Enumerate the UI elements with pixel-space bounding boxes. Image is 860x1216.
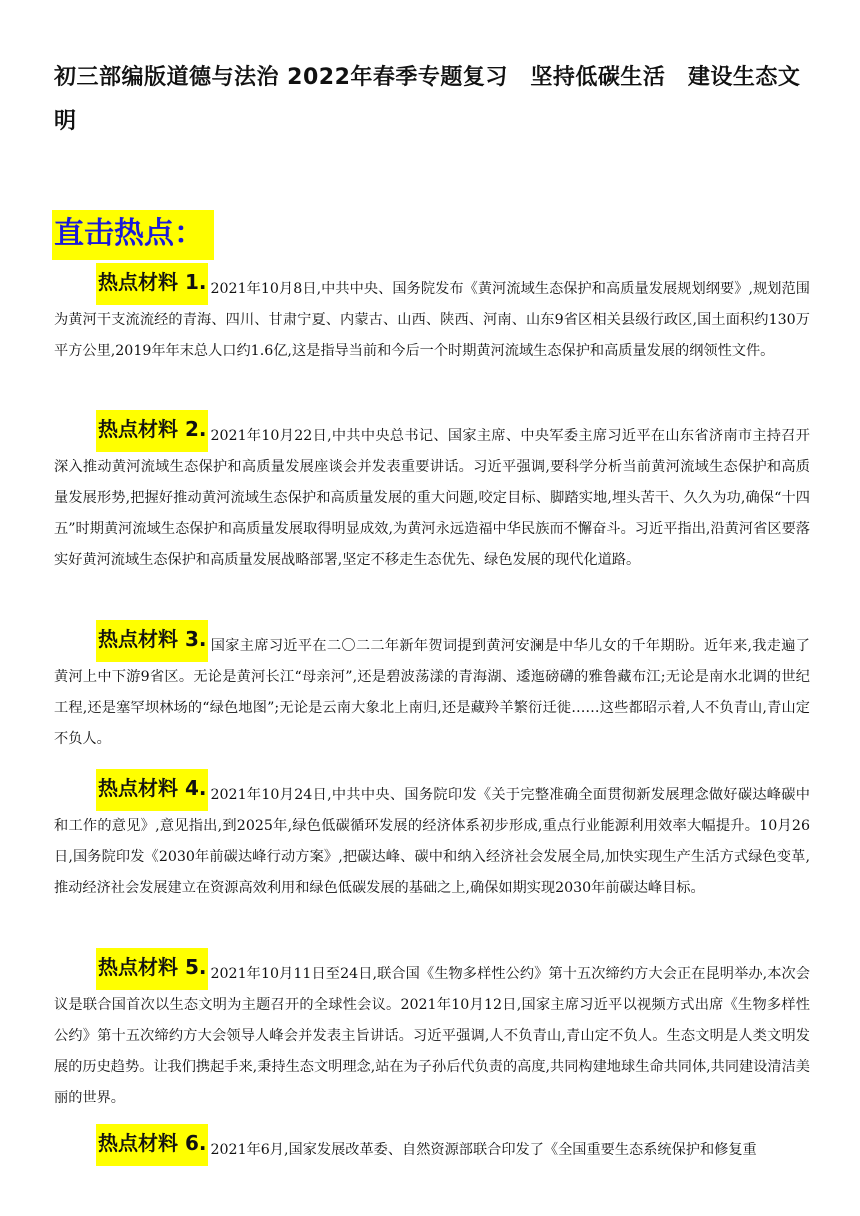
hot-material-1 bbox=[54, 263, 810, 367]
section-heading: 直击热点： bbox=[52, 210, 214, 260]
hot-material-5 bbox=[54, 948, 810, 1114]
material-label: 热点材料 1. bbox=[96, 263, 208, 305]
material-label: 热点材料 4. bbox=[96, 769, 208, 811]
material-text: 国家主席习近平在二〇二二年新年贺词提到黄河安澜是中华儿女的千年期盼。近年来,我走遍了黄河上中下游9省区。无论是黄河长江“母亲河”,还是碧波荡漾的青海湖、逶迤磅礴的雅鲁藏布江;无论是南水北调的世纪工程,还是塞罕坝林场的“绿色地图”;无论是云南大象北上南归,还是藏羚羊繁衍迁徙……这些都昭示着,人不负青山,青山定不负人。 bbox=[54, 638, 810, 747]
material-label: 热点材料 3. bbox=[96, 620, 208, 662]
material-text: 2021年10月24日,中共中央、国务院印发《关于完整准确全面贯彻新发展理念做好碳达峰碳中和工作的意见》,意见指出,到2025年,绿色低碳循环发展的经济体系初步形成,重点行业能源利用效率大幅提升。10月26日,国务院印发《2030年前碳达峰行动方案》,把碳达峰、碳中和纳入经济社会发展全局,加快实现生产生活方式绿色变革,推动经济社会发展建立在资源高效利用和绿色低碳发展的基础之上,确保如期实现2030年前碳达峰目标。 bbox=[54, 787, 810, 896]
material-text: 2021年10月11日至24日,联合国《生物多样性公约》第十五次缔约方大会正在昆明举办,本次会议是联合国首次以生态文明为主题召开的全球性会议。2021年10月12日,国家主席习近平以视频方式出席《生物多样性公约》第十五次缔约方大会领导人峰会并发表主旨讲话。习近平强调,人不负青山,青山定不负人。生态文明是人类文明发展的历史趋势。让我们携起手来,秉持生态文明理念,站在为子孙后代负责的高度,共同构建地球生命共同体,共同建设清洁美丽的世界。 bbox=[54, 966, 810, 1106]
material-label: 热点材料 6. bbox=[96, 1124, 208, 1166]
material-text: 2021年6月,国家发展改革委、自然资源部联合印发了《全国重要生态系统保护和修复重 bbox=[210, 1142, 757, 1158]
material-text: 2021年10月8日,中共中央、国务院发布《黄河流域生态保护和高质量发展规划纲要》,规划范围为黄河干支流流经的青海、四川、甘肃宁夏、内蒙古、山西、陕西、河南、山东9省区相关县级行政区,国土面积约130万平方公里,2019年年末总人口约1.6亿,这是指导当前和今后一个时期黄河流域生态保护和高质量发展的纲领性文件。 bbox=[54, 281, 810, 359]
document-title: 初三部编版道德与法治 2022年春季专题复习 坚持低碳生活 建设生态文明 bbox=[54, 65, 801, 134]
hot-material-6 bbox=[54, 1124, 810, 1166]
material-text: 2021年10月22日,中共中央总书记、国家主席、中央军委主席习近平在山东省济南市主持召开深入推动黄河流域生态保护和高质量发展座谈会并发表重要讲话。习近平强调,要科学分析当前黄河流域生态保护和高质量发展形势,把握好推动黄河流域生态保护和高质量发展的重大问题,咬定目标、脚踏实地,埋头苦干、久久为功,确保“十四五”时期黄河流域生态保护和高质量发展取得明显成效,为黄河永远造福中华民族而不懈奋斗。习近平指出,沿黄河省区要落实好黄河流域生态保护和高质量发展战略部署,坚定不移走生态优先、绿色发展的现代化道路。 bbox=[54, 428, 810, 568]
material-label: 热点材料 2. bbox=[96, 410, 208, 452]
material-label: 热点材料 5. bbox=[96, 948, 208, 990]
hot-material-2 bbox=[54, 410, 810, 576]
hot-material-3 bbox=[54, 620, 810, 755]
hot-material-4 bbox=[54, 769, 810, 904]
